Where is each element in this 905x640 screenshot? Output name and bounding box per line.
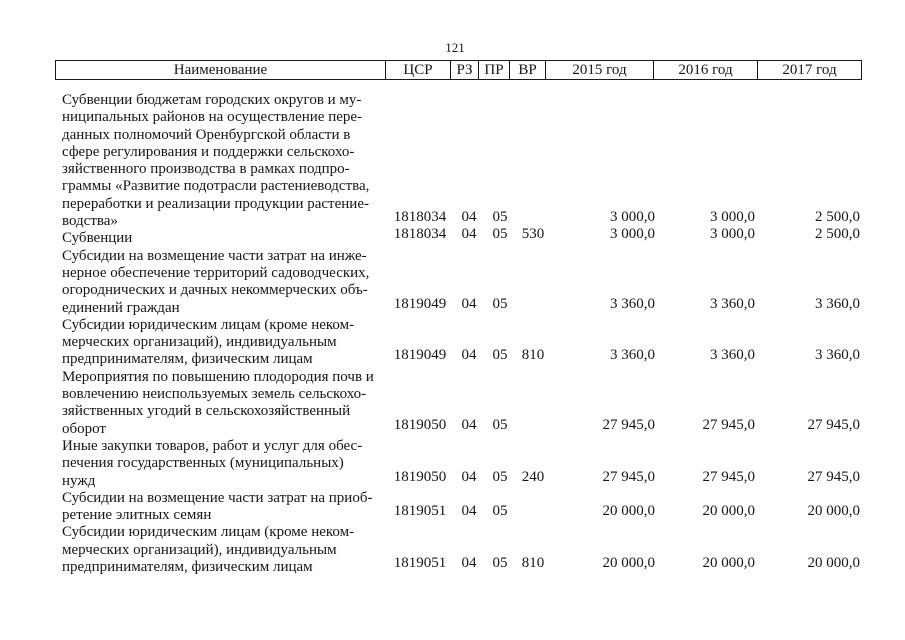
cell-2016: 20 000,0 — [702, 503, 755, 520]
cell-rz: 04 — [461, 468, 477, 485]
cell-vr — [514, 417, 552, 434]
table-body — [55, 92, 860, 576]
row-name-line: мерческих организаций), индивидуальным — [62, 334, 337, 351]
cell-2016: 3 000,0 — [710, 226, 755, 243]
cell-2017: 2 500,0 — [815, 226, 860, 243]
header-rz: РЗ — [450, 61, 478, 79]
table-row — [55, 248, 860, 317]
row-name-line: граммы «Развитие подотрасли растениеводства, — [62, 178, 370, 195]
row-name-line: ниципальных районов на осуществление пере- — [62, 109, 363, 126]
cell-vr: 810 — [521, 347, 545, 364]
cell-2015: 3 360,0 — [610, 347, 655, 364]
row-name-line: Иные закупки товаров, работ и услуг для обес- — [62, 437, 363, 454]
header-csr: ЦСР — [385, 61, 450, 79]
cell-pr: 05 — [492, 503, 508, 520]
cell-csr: 1819050 — [393, 416, 447, 433]
cell-pr: 05 — [492, 555, 508, 572]
row-name-line: нужд — [62, 472, 96, 489]
cell-2015: 3 000,0 — [610, 209, 655, 226]
header-name: Наименование — [173, 62, 268, 78]
header-2017: 2017 год — [757, 61, 861, 79]
row-name-line: предпринимателям, физическим лицам — [62, 559, 313, 576]
row-name-line: предпринимателям, физическим лицам — [62, 351, 313, 368]
cell-2015: 3 000,0 — [610, 226, 655, 243]
cell-2017: 3 360,0 — [815, 347, 860, 364]
row-name — [55, 369, 388, 438]
row-name-line: данных полномочий Оренбургской области в — [62, 126, 351, 143]
header-2016: 2016 год — [653, 61, 757, 79]
table-row — [55, 524, 860, 576]
row-name-line: зяйственных угодий в сельскохозяйственный — [62, 403, 351, 420]
cell-2015: 27 945,0 — [602, 468, 655, 485]
cell-2016: 3 360,0 — [710, 347, 755, 364]
row-name-line: Субвенции бюджетам городских округов и му- — [62, 92, 362, 108]
cell-csr: 1819050 — [393, 468, 447, 485]
row-name-line: переработки и реализации продукции растение- — [62, 195, 369, 212]
cell-vr — [514, 296, 552, 313]
table-row — [55, 490, 860, 525]
row-name-line: оборот — [62, 420, 106, 437]
row-name — [55, 248, 388, 317]
row-name — [55, 438, 388, 490]
row-name-line: мерческих организаций), индивидуальным — [62, 541, 337, 558]
cell-2015: 20 000,0 — [602, 555, 655, 572]
row-name-line: печения государственных (муниципальных) — [62, 455, 344, 472]
cell-csr: 1819051 — [393, 503, 447, 520]
cell-2017: 20 000,0 — [807, 555, 860, 572]
row-name-line: Субвенции — [62, 230, 133, 247]
cell-csr: 1819051 — [393, 555, 447, 572]
row-name-line: Субсидии на возмещение части затрат на инже- — [62, 247, 367, 264]
cell-rz: 04 — [461, 416, 477, 433]
cell-rz: 04 — [461, 295, 477, 312]
cell-2016: 3 000,0 — [710, 209, 755, 226]
row-name — [55, 524, 388, 576]
header-pr: ПР — [478, 61, 509, 79]
header-vr: ВР — [509, 61, 545, 79]
cell-rz: 04 — [461, 226, 477, 243]
table-row — [55, 317, 860, 369]
cell-2015: 27 945,0 — [602, 416, 655, 433]
row-name-line: зяйственного производства в рамках подпро- — [62, 161, 350, 178]
row-name-line: нерное обеспечение территорий садоводческих, — [62, 264, 370, 281]
row-name-line: Мероприятия по повышению плодородия почв и — [62, 368, 374, 385]
cell-vr — [514, 209, 552, 226]
cell-2017: 27 945,0 — [807, 416, 860, 433]
cell-2017: 2 500,0 — [815, 209, 860, 226]
cell-2016: 27 945,0 — [702, 416, 755, 433]
cell-csr: 1818034 — [393, 209, 447, 226]
cell-pr: 05 — [492, 209, 508, 226]
cell-vr: 810 — [521, 555, 545, 572]
row-name-line: единений граждан — [62, 299, 180, 316]
page-number: 121 — [445, 40, 465, 55]
cell-2015: 20 000,0 — [602, 503, 655, 520]
cell-pr: 05 — [492, 468, 508, 485]
row-name-line: Субсидии юридическим лицам (кроме неком- — [62, 524, 355, 541]
header-2015: 2015 год — [545, 61, 653, 79]
cell-rz: 04 — [461, 209, 477, 226]
row-name — [55, 490, 388, 525]
cell-pr: 05 — [492, 226, 508, 243]
row-name-line: сфере регулирования и поддержки сельскохо- — [62, 143, 355, 160]
table-header — [55, 60, 862, 80]
cell-rz: 04 — [461, 555, 477, 572]
row-name — [55, 230, 388, 247]
row-name-line: огороднических и дачных некоммерческих объ- — [62, 282, 368, 299]
cell-vr: 530 — [521, 226, 545, 243]
cell-csr: 1819049 — [393, 347, 447, 364]
row-name-line: ретение элитных семян — [62, 507, 212, 524]
row-name-line: водства» — [62, 213, 118, 230]
cell-2016: 3 360,0 — [710, 295, 755, 312]
cell-pr: 05 — [492, 347, 508, 364]
cell-csr: 1818034 — [393, 226, 447, 243]
row-name-line: Субсидии юридическим лицам (кроме неком- — [62, 316, 355, 333]
cell-2017: 27 945,0 — [807, 468, 860, 485]
cell-2015: 3 360,0 — [610, 295, 655, 312]
cell-vr — [514, 503, 552, 520]
cell-pr: 05 — [492, 416, 508, 433]
cell-2017: 3 360,0 — [815, 295, 860, 312]
row-name-line: Субсидии на возмещение части затрат на приоб- — [62, 489, 373, 506]
cell-rz: 04 — [461, 347, 477, 364]
table-row — [55, 92, 860, 230]
cell-pr: 05 — [492, 295, 508, 312]
table-row — [55, 438, 860, 490]
cell-rz: 04 — [461, 503, 477, 520]
row-name-line: вовлечению неиспользуемых земель сельскохо- — [62, 386, 367, 403]
table-row — [55, 226, 860, 247]
cell-csr: 1819049 — [393, 295, 447, 312]
row-name — [55, 92, 388, 230]
row-name — [55, 317, 388, 369]
cell-2017: 20 000,0 — [807, 503, 860, 520]
cell-2016: 27 945,0 — [702, 468, 755, 485]
table-row — [55, 369, 860, 438]
cell-vr: 240 — [521, 468, 545, 485]
cell-2016: 20 000,0 — [702, 555, 755, 572]
